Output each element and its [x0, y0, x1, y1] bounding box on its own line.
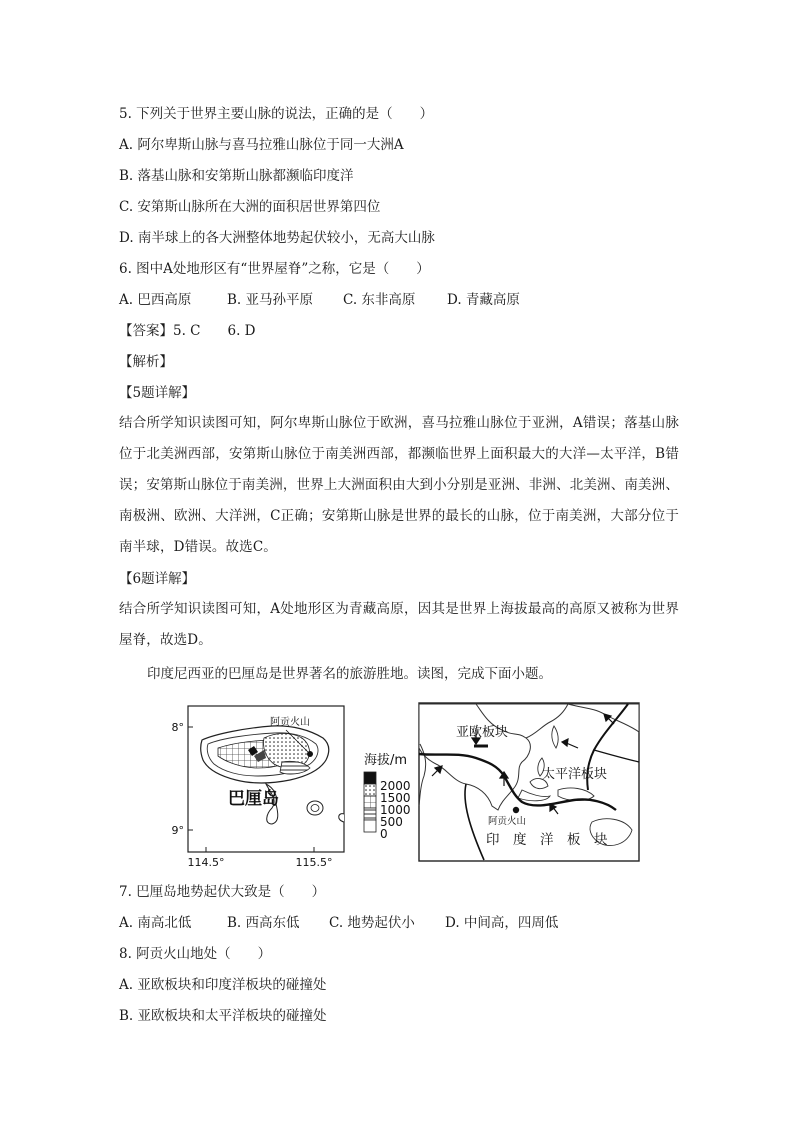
q6-detail-title: 【6题详解】 — [119, 571, 196, 587]
intro-text: 印度尼西亚的巴厘岛是世界著名的旅游胜地。读图，完成下面小题。 — [147, 666, 552, 682]
indian-plate-label: 印 度 洋 板 块 — [486, 832, 608, 848]
eurasian-plate-label: 亚欧板块 — [456, 725, 509, 740]
q7-stem: 7. 巴厘岛地势起伏大致是（ ） — [119, 884, 326, 900]
lon-1145-label: 114.5° — [187, 856, 225, 869]
q5-option-d: D. 南半球上的各大洲整体地势起伏较小，无高大山脉 — [119, 230, 435, 246]
lat-8-label: 8° — [171, 721, 184, 734]
q6-stem: 6. 图中A处地形区有“世界屋脊”之称，它是（ ） — [119, 261, 430, 277]
q6-option-d: D. 青藏高原 — [447, 292, 520, 308]
lon-1155-label: 115.5° — [295, 856, 333, 869]
pacific-plate-label: 太平洋板块 — [542, 767, 608, 782]
elevation-legend-title: 海拔/m — [364, 753, 408, 768]
legend-500: 500 — [380, 815, 403, 829]
q6-detail-text: 结合所学知识读图可知，A处地形区为青藏高原，因其是世界上海拔最高的高原又被称为世界屋脊，故选D。 — [119, 601, 679, 648]
q6-option-b: B. 亚马孙平原 — [227, 292, 314, 308]
q5-option-c: C. 安第斯山脉所在大洲的面积居世界第四位 — [119, 199, 381, 215]
lat-9-label: 9° — [171, 824, 184, 837]
q5-option-b: B. 落基山脉和安第斯山脉都濒临印度洋 — [119, 168, 354, 184]
q7-option-b: B. 西高东低 — [227, 915, 300, 931]
bali-topographic-map — [160, 700, 411, 870]
q6-options — [119, 290, 520, 310]
legend-1000: 1000 — [380, 803, 411, 817]
plate-boundary-map — [418, 702, 640, 862]
q5-detail-title: 【5题详解】 — [119, 385, 196, 401]
q6-option-c: C. 东非高原 — [343, 292, 416, 308]
q8-option-a: A. 亚欧板块和印度洋板块的碰撞处 — [119, 977, 327, 993]
q7-option-a: A. 南高北低 — [119, 915, 192, 931]
q7-option-d: D. 中间高，四周低 — [445, 915, 559, 931]
q5-option-a: A. 阿尔卑斯山脉与喜马拉雅山脉位于同一大洲A — [119, 137, 404, 153]
q5-stem: 5. 下列关于世界主要山脉的说法，正确的是（ ） — [119, 106, 434, 122]
analysis-title: 【解析】 — [119, 354, 173, 370]
q8-stem: 8. 阿贡火山地处（ ） — [119, 946, 272, 962]
q8-option-b: B. 亚欧板块和太平洋板块的碰撞处 — [119, 1008, 327, 1024]
legend-0: 0 — [380, 827, 388, 841]
q6-option-a: A. 巴西高原 — [119, 292, 192, 308]
q7-options — [119, 913, 558, 933]
q7-option-c: C. 地势起伏小 — [329, 915, 415, 931]
agung-volcano-plate-label: 阿贡火山 — [488, 816, 527, 827]
answer-line: 【答案】5. C 6. D — [119, 323, 256, 339]
q5-detail-text: 结合所学知识读图可知，阿尔卑斯山脉位于欧洲，喜马拉雅山脉位于亚洲，A错误；落基山脉位于北美洲西部，安第斯山脉位于南美洲西部，都濒临世界上面积最大的大洋—太平洋，B错误；安第斯山脉位于南美洲，世界上大洲面积由大到小分别是亚洲、非洲、北美洲、南美洲、南极洲、欧洲、大洋洲，C正确；安第斯山脉是世界的最长的山脉，位于南美洲，大部分位于南半球，D错误。故选C。 — [119, 415, 679, 555]
legend-2000: 2000 — [380, 779, 411, 793]
agung-volcano-label: 阿贡火山 — [270, 717, 310, 728]
bali-island-label: 巴厘岛 — [228, 789, 279, 809]
legend-1500: 1500 — [380, 791, 411, 805]
